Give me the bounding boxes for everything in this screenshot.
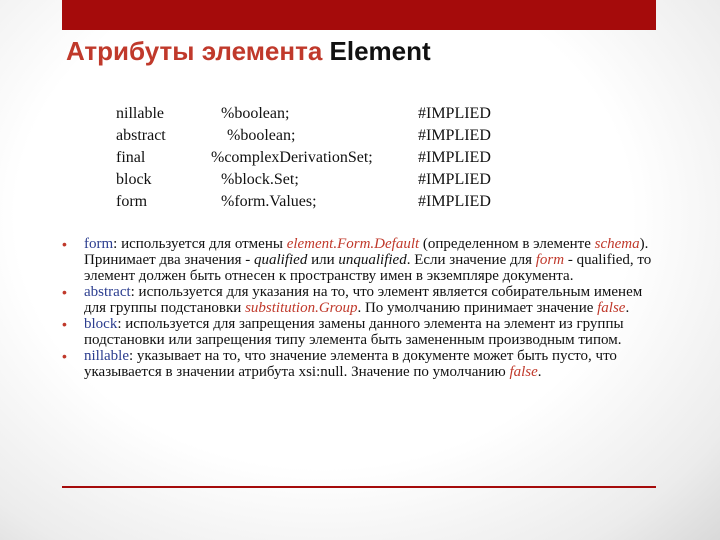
bullet-text: . Если значение для [406,252,536,268]
attribute-type: %form.Values; [221,193,317,210]
attribute-type: %boolean; [221,105,290,122]
attribute-default: #IMPLIED [418,193,491,210]
italic-text: schema [594,236,640,252]
bullet-text: : указывает на то, что значение элемента в документе может быть пусто, что указывается в значении атрибута [84,348,617,380]
bullet-block [62,316,662,348]
bottom-divider [62,486,656,488]
italic-text: element.Form.Default [286,236,420,252]
bullet-text: . [537,364,542,380]
attribute-name: form [116,193,148,210]
bullet-text: . По умолчанию принимает значение [357,300,598,316]
attribute-type: %boolean; [227,127,296,144]
bullet-abstract [62,284,662,316]
italic-text: false [597,300,626,316]
title-ru: Атрибуты элемента [66,36,323,66]
bullet-text: . [625,300,630,316]
slide-title [66,36,431,67]
bullet-text: : используется для запрещения замены данного элемента на элемент из группы подстановки или запрещения типу элемента быть замененным производным типом. [84,316,624,348]
bullet-nillable [62,348,662,380]
attribute-name: abstract [116,127,166,144]
italic-text: form [535,252,565,268]
term-nillable: nillable [84,348,129,364]
attribute-default: #IMPLIED [418,171,491,188]
italic-text: qualified [254,252,308,268]
italic-text: false [509,364,538,380]
bullet-text: : используется для отмены [113,236,287,252]
bullet-form [62,236,662,284]
attribute-default: #IMPLIED [418,105,491,122]
bullet-text: (определенном в элементе [419,236,595,252]
attribute-default: #IMPLIED [418,149,491,166]
term-block: block [84,316,118,332]
italic-text: substitution.Group [245,300,358,316]
title-en: Element [329,36,431,66]
attribute-name: block [116,171,152,188]
term-abstract: abstract [84,284,131,300]
attribute-type: %block.Set; [221,171,299,188]
attribute-name: final [116,149,146,166]
attribute-name: nillable [116,105,164,122]
attribute-default: #IMPLIED [418,127,491,144]
bullet-text: . Значение по умолчанию [343,364,510,380]
attribute-type: %complexDerivationSet; [211,149,373,166]
bullet-text: : используется для указания на то, что элемент является собирательным именем для группы подстановки [84,284,643,316]
attribute-descriptions [62,236,662,380]
italic-text: unqualified [338,252,407,268]
bullet-text: или [307,252,339,268]
term-form: form [84,236,114,252]
code-text: xsi:null [298,364,344,380]
bullet-text: - qualified, то элемент должен быть отнесен к пространству имен в экземпляре документа. [84,252,652,284]
bullet-text: ). Принимает два значения - [84,236,649,268]
top-accent-bar [62,0,656,30]
